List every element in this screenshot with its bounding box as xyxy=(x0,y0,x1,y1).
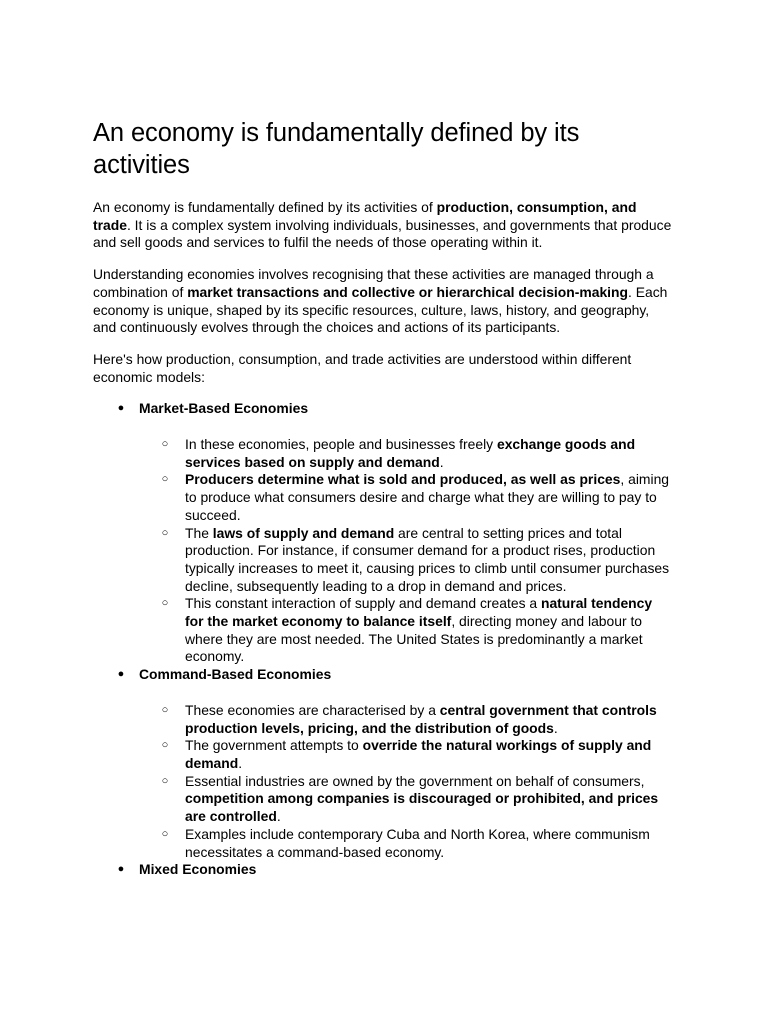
market-i3-text-a: The xyxy=(185,524,213,541)
hollow-bullet-icon: ○ xyxy=(161,597,169,610)
intro-paragraph-1 xyxy=(93,199,674,252)
market-i4-text-a: This constant interaction of supply and demand creates a xyxy=(185,595,541,612)
filled-bullet-icon: ● xyxy=(117,863,125,876)
list-item-mixed xyxy=(93,861,674,879)
command-i3-text-c: . xyxy=(276,808,281,825)
market-i2-bold: Producers determine what is sold and produced, as well as prices xyxy=(185,471,621,488)
command-i2-text-a: The government attempts to xyxy=(185,737,363,754)
list-item xyxy=(139,773,674,826)
economy-types-list xyxy=(93,400,674,879)
list-item xyxy=(139,702,674,737)
market-i1-bold: exchange goods and services based on supply and demand xyxy=(185,436,636,470)
market-i1-text-c: . xyxy=(439,453,444,470)
page-title: An economy is fundamentally defined by its activities xyxy=(93,119,580,179)
command-i4-text-a: Examples include contemporary Cuba and North Korea, where communism necessitates a command-based economy. xyxy=(185,825,650,860)
intro-p1-text-c: . It is a complex system involving individuals, businesses, and governments that produce and sell goods and services to fulfil the needs of those operating within it. xyxy=(93,216,672,251)
hollow-bullet-icon: ○ xyxy=(161,703,169,716)
command-i2-text-c: . xyxy=(238,754,243,771)
market-sublist xyxy=(139,436,674,666)
hollow-bullet-icon: ○ xyxy=(161,739,169,752)
filled-bullet-icon: ● xyxy=(117,402,125,415)
intro-p2-bold: market transactions and collective or hierarchical decision-making xyxy=(187,283,629,300)
market-i4-text-c: , directing money and labour to where they are most needed. The United States is predominantly a market economy. xyxy=(185,613,643,665)
intro-p1-bold: production, consumption, and trade xyxy=(93,199,637,233)
intro-p2-text-c: . Each economy is unique, shaped by its specific resources, culture, laws, history, and geography, and continuously evolves through the choices and actions of its participants. xyxy=(93,283,668,336)
list-item xyxy=(139,436,674,471)
list-item-market xyxy=(93,400,674,666)
market-i3-bold: laws of supply and demand xyxy=(212,524,395,541)
command-i2-bold: override the natural workings of supply and demand xyxy=(185,737,652,771)
intro-paragraph-2 xyxy=(93,266,674,337)
filled-bullet-icon: ● xyxy=(117,668,125,681)
command-i3-bold: competition among companies is discouraged or prohibited, and prices are controlled xyxy=(185,790,659,825)
list-item xyxy=(139,595,674,666)
hollow-bullet-icon: ○ xyxy=(161,526,169,539)
market-heading: Market-Based Economies xyxy=(139,400,309,417)
list-item xyxy=(139,826,674,861)
intro-p2-text-a: Understanding economies involves recognising that these activities are managed through a combination of xyxy=(93,266,654,300)
market-i1-text-a: In these economies, people and businesses freely xyxy=(185,436,497,453)
market-i2-text-c: , aiming to produce what consumers desire and charge what they are willing to pay to succeed. xyxy=(185,471,670,523)
mixed-heading: Mixed Economies xyxy=(139,861,257,878)
list-item xyxy=(139,737,674,772)
command-i1-bold: central government that controls production levels, pricing, and the distribution of goods xyxy=(185,701,657,736)
command-i3-text-a: Essential industries are owned by the government on behalf of consumers, xyxy=(185,772,645,789)
list-item-command xyxy=(93,666,674,861)
list-item xyxy=(139,525,674,596)
command-heading: Command-Based Economies xyxy=(139,666,332,683)
command-i1-text-a: These economies are characterised by a xyxy=(185,701,440,718)
hollow-bullet-icon: ○ xyxy=(161,438,169,451)
command-i1-text-c: . xyxy=(553,719,558,736)
market-i4-bold: natural tendency for the market economy to balance itself xyxy=(185,595,653,630)
market-i3-text-c: are central to setting prices and total production. For instance, if consumer demand for a product rises, production typically increases to meet it, causing prices to climb until consumer purchases decline, subsequently leading to a drop in demand and prices. xyxy=(185,524,670,594)
intro-paragraph-3: Here's how production, consumption, and trade activities are understood within different economic models: xyxy=(93,350,632,385)
intro-p1-text-a: An economy is fundamentally defined by its activities of xyxy=(93,199,437,215)
hollow-bullet-icon: ○ xyxy=(161,774,169,787)
hollow-bullet-icon: ○ xyxy=(161,827,169,840)
command-sublist xyxy=(139,702,674,861)
list-item xyxy=(139,471,674,524)
hollow-bullet-icon: ○ xyxy=(161,473,169,486)
